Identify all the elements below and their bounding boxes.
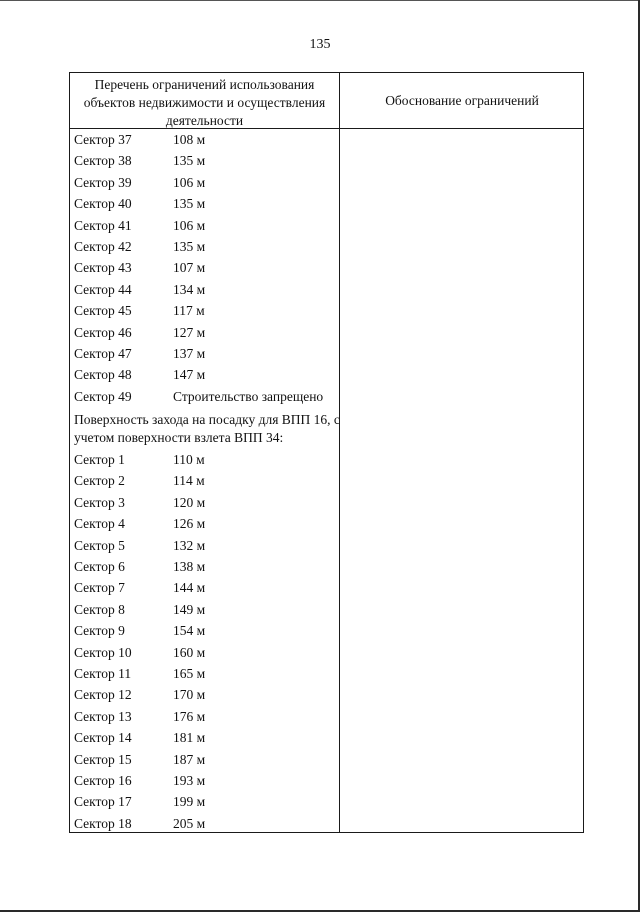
height-value: 107 м (173, 260, 206, 276)
table-row (74, 577, 336, 598)
height-value: 165 м (173, 665, 206, 681)
header-restrictions-list: Перечень ограничений использования объектов недвижимости и осуществления деятельности (83, 77, 326, 128)
height-value: 117 м (173, 303, 205, 319)
table-row (74, 599, 336, 620)
height-value: 187 м (173, 751, 206, 767)
sector-label: Сектор 44 (74, 281, 132, 297)
table-row (74, 470, 336, 491)
table-row (74, 513, 336, 534)
sector-label: Сектор 42 (74, 238, 132, 254)
table-row (74, 813, 336, 834)
table-row (74, 236, 336, 257)
height-value: 135 м (173, 153, 206, 169)
sector-label: Сектор 6 (74, 559, 125, 575)
height-value: Строительство запрещено (173, 388, 324, 404)
approach-surface-subheading: Поверхность захода на посадку для ВПП 16, с учетом поверхности взлета ВПП 34: (74, 412, 340, 446)
height-value: 144 м (173, 580, 206, 596)
height-value: 114 м (173, 473, 205, 489)
sector-label: Сектор 4 (74, 516, 125, 532)
height-value: 154 м (173, 623, 206, 639)
sector-label: Сектор 15 (74, 751, 132, 767)
table-row (74, 300, 336, 321)
sector-label: Сектор 41 (74, 217, 132, 233)
sector-label: Сектор 13 (74, 708, 132, 724)
table-column-divider (339, 72, 340, 833)
table-row (74, 129, 336, 150)
sector-label: Сектор 38 (74, 153, 132, 169)
sector-label: Сектор 37 (74, 132, 132, 147)
height-value: 170 м (173, 687, 206, 703)
table-row (74, 791, 336, 812)
sector-label: Сектор 48 (74, 367, 132, 383)
sector-label: Сектор 14 (74, 730, 132, 746)
sector-label: Сектор 17 (74, 794, 132, 810)
height-value: 199 м (173, 794, 206, 810)
sector-label: Сектор 10 (74, 644, 132, 660)
height-value: 176 м (173, 708, 206, 724)
sector-label: Сектор 8 (74, 601, 125, 617)
table-row (74, 172, 336, 193)
table-row (74, 386, 336, 407)
header-justification: Обоснование ограничений (385, 93, 539, 108)
sector-label: Сектор 39 (74, 174, 132, 190)
sector-label: Сектор 1 (74, 452, 125, 468)
sector-label: Сектор 2 (74, 473, 125, 489)
height-value: 138 м (173, 559, 206, 575)
page-number: 135 (309, 37, 331, 52)
table-row (74, 257, 336, 278)
height-value: 135 м (173, 238, 206, 254)
table-row (74, 642, 336, 663)
sector-label: Сектор 18 (74, 815, 132, 831)
sector-label: Сектор 45 (74, 303, 132, 319)
height-value: 120 м (173, 494, 206, 510)
height-value: 106 м (173, 217, 206, 233)
sector-label: Сектор 12 (74, 687, 132, 703)
sector-group-2 (74, 449, 336, 834)
table-row (74, 150, 336, 171)
table-row (74, 620, 336, 641)
table-row (74, 492, 336, 513)
sector-label: Сектор 7 (74, 580, 125, 596)
table-row (74, 364, 336, 385)
scan-edge-top (0, 0, 640, 1)
height-value: 110 м (173, 452, 205, 468)
table-row (74, 749, 336, 770)
sector-label: Сектор 11 (74, 665, 132, 681)
table-row (74, 727, 336, 748)
height-value: 147 м (173, 367, 206, 383)
sector-label: Сектор 9 (74, 623, 125, 639)
height-value: 127 м (173, 324, 206, 340)
sector-label: Сектор 46 (74, 324, 132, 340)
table-row (74, 556, 336, 577)
table-row (74, 684, 336, 705)
table-row (74, 535, 336, 556)
sector-label: Сектор 5 (74, 537, 125, 553)
height-value: 160 м (173, 644, 206, 660)
height-value: 181 м (173, 730, 206, 746)
sector-label: Сектор 16 (74, 772, 132, 788)
table-row (74, 449, 336, 470)
height-value: 126 м (173, 516, 206, 532)
height-value: 137 м (173, 345, 206, 361)
height-value: 108 м (173, 132, 206, 147)
sector-label: Сектор 40 (74, 196, 132, 212)
sector-label: Сектор 43 (74, 260, 132, 276)
table-row (74, 663, 336, 684)
height-value: 134 м (173, 281, 206, 297)
sector-label: Сектор 47 (74, 345, 132, 361)
sector-label: Сектор 3 (74, 494, 125, 510)
table-row (74, 343, 336, 364)
height-value: 149 м (173, 601, 206, 617)
table-row (74, 193, 336, 214)
table-rows (74, 129, 340, 834)
height-value: 106 м (173, 174, 206, 190)
height-value: 205 м (173, 815, 206, 831)
table-row (74, 215, 336, 236)
sector-group-1 (74, 129, 336, 407)
height-value: 135 м (173, 196, 206, 212)
sector-label: Сектор 49 (74, 388, 132, 404)
height-value: 193 м (173, 772, 206, 788)
table-row (74, 770, 336, 791)
height-value: 132 м (173, 537, 206, 553)
table-row (74, 322, 336, 343)
table-row (74, 279, 336, 300)
table-row (74, 706, 336, 727)
